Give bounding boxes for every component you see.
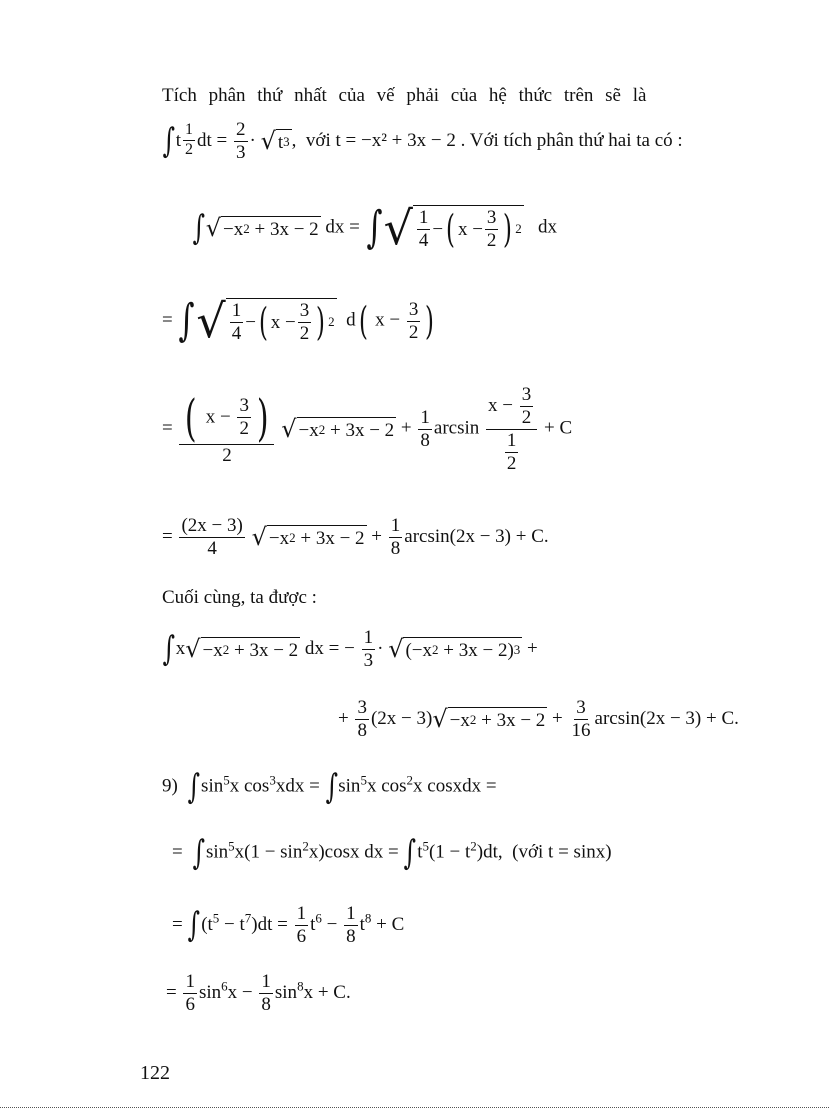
equation-step-9c: = $\int(t^5 - t^7)dt$ = $\frac{1}{6}$ $t^6$ − $\frac{1}{8}$ $t^8 + C$: [172, 903, 405, 947]
equation-second-integral: ∫ √ −x 2 + 3x − 2 dx = ∫ √ $\frac{1}{4}$ − ( x − $\frac{3}{2}$ ) 2 dx: [192, 201, 557, 255]
conclusion-label: Cuối cùng, ta được :: [162, 587, 317, 608]
equation-step-2: = ∫ √ $\frac{1}{4}$ − ( x − $\frac{3}{2}$ ) 2 d( x − $\frac{3}{2}$ ): [162, 294, 435, 348]
equation-final-2: + $\frac{3}{8}$ (2x − 3) √ −x 2 + 3x − 2 + $\frac{3}{16}$ arcsin(2x − 3) + C.: [338, 697, 739, 741]
equation-step-9d: = $\frac{1}{6}$ $\sin^6x$ − $\frac{1}{8}$ $\sin^8x + C$.: [166, 971, 351, 1015]
first-integral-tail: với t = −x² + 3x − 2 . Với tích phân thứ hai ta có :: [305, 129, 683, 151]
equation-final-1: ∫x √ −x 2 + 3x − 2 dx = − $\frac{1}{3}$ · √ (−x 2 + 3x − 2) 3 +: [162, 627, 538, 671]
substitution-note: (với t = sinx): [512, 841, 612, 863]
equation-step-3: = ( x − $\frac{3}{2}$ ) 2 √ −x 2 + 3x − 2 + $\frac{1}{8}$ arcsin x − $\frac{3}{2}$ $\frac{1}{2}$ + C: [162, 384, 573, 474]
equation-step-4: = $\frac{(2x - 3)}{4}$ √ −x 2 + 3x − 2 + $\frac{1}{8}$ arcsin(2x − 3) + C.: [162, 515, 549, 559]
problem-label: 9): [162, 775, 178, 797]
equation-step-9b: = $\int\sin^5x(1 - \sin^2x)\cos x$ dx = $\int t^5(1 - t^2)dt$, (với t = sinx): [172, 833, 612, 873]
page-number: 122: [140, 1062, 170, 1084]
page-bottom-rule: [0, 1107, 829, 1108]
intro-text: Tích phân thứ nhất của vế phải của hệ thức trên sẽ là: [162, 85, 647, 106]
equation-first-integral: ∫t $\frac{1}{2}$ dt = $\frac{2}{3}$ · √ t 3 , với t = −x² + 3x − 2 . Với tích phân thứ hai ta có :: [162, 119, 683, 163]
equation-problem-9: 9) $\int\sin^5x$ $\cos^3xdx = \int\sin^5x$ $\cos^2x$ cosxdx =: [162, 767, 497, 807]
